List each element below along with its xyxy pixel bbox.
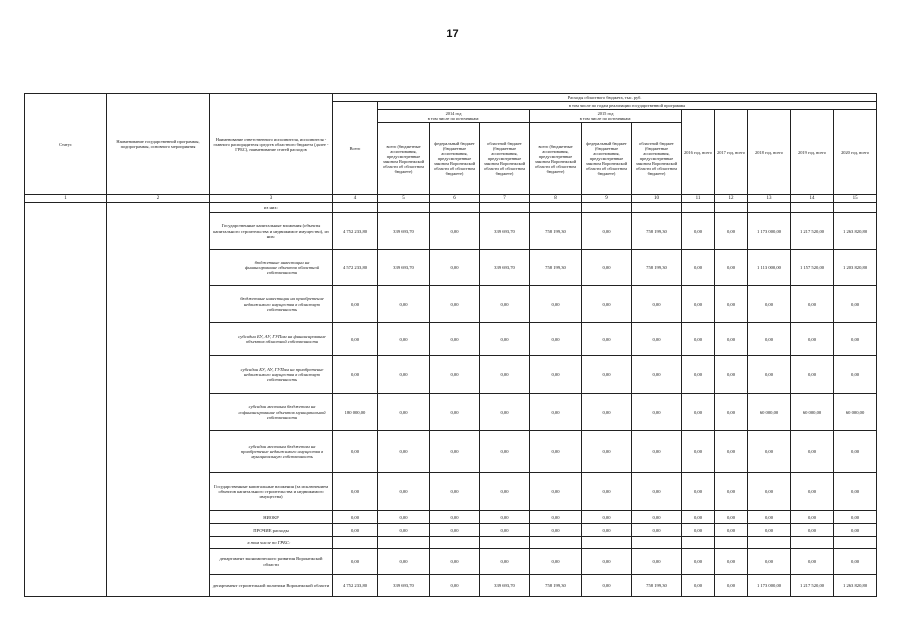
- column-number: 3: [210, 195, 333, 203]
- value-cell: 0,00: [834, 286, 877, 323]
- year-2015-label: 2015 год: [597, 111, 614, 117]
- value-cell: 339 693,70: [480, 213, 530, 250]
- value-cell: 4 752 233,80: [333, 575, 378, 597]
- year-2014-label: 2014 год: [445, 111, 462, 117]
- value-cell: 758 199,30: [530, 575, 582, 597]
- value-cell: 0,00: [715, 323, 748, 356]
- value-cell: [715, 537, 748, 549]
- value-cell: [378, 537, 430, 549]
- column-number: 4: [333, 195, 378, 203]
- row-label: из них:: [210, 203, 333, 213]
- header-2015-total: всего (бюджетные ассигнования, предусмотренные законом Воронежской области об областном бюджете): [530, 123, 582, 195]
- value-cell: [791, 537, 834, 549]
- value-cell: [582, 537, 632, 549]
- value-cell: [480, 537, 530, 549]
- value-cell: 0,00: [632, 394, 682, 431]
- column-number: 2: [107, 195, 210, 203]
- value-cell: 0,00: [715, 549, 748, 575]
- header-year-2015: [530, 110, 682, 123]
- value-cell: [530, 537, 582, 549]
- header-including-stages: в том числе по годам реализации государственной программы: [378, 102, 877, 110]
- value-cell: [682, 203, 715, 213]
- header-2015-regional: областной бюджет (бюджетные ассигнования, предусмотренные законом Воронежской области об областном бюджете): [632, 123, 682, 195]
- value-cell: 0,00: [480, 394, 530, 431]
- value-cell: 0,00: [682, 286, 715, 323]
- value-cell: 4 752 233,80: [333, 213, 378, 250]
- value-cell: 0,00: [480, 524, 530, 537]
- value-cell: 339 693,70: [378, 575, 430, 597]
- value-cell: 0,00: [748, 524, 791, 537]
- value-cell: 758 199,30: [530, 213, 582, 250]
- value-cell: 0,00: [715, 250, 748, 286]
- row-label: департамент строительной политики Воронежской области: [210, 575, 333, 597]
- value-cell: 0,00: [333, 286, 378, 323]
- value-cell: [748, 203, 791, 213]
- row-label: в том числе по ГРБС:: [210, 537, 333, 549]
- value-cell: 0,00: [480, 286, 530, 323]
- value-cell: 0,00: [480, 473, 530, 511]
- value-cell: 0,00: [530, 524, 582, 537]
- value-cell: 0,00: [682, 250, 715, 286]
- value-cell: 0,00: [632, 511, 682, 524]
- value-cell: 0,00: [430, 473, 480, 511]
- value-cell: 0,00: [715, 511, 748, 524]
- value-cell: 0,00: [632, 286, 682, 323]
- value-cell: 0,00: [333, 511, 378, 524]
- value-cell: 0,00: [834, 549, 877, 575]
- value-cell: 0,00: [834, 511, 877, 524]
- header-status: Статус: [25, 94, 107, 195]
- value-cell: 0,00: [748, 473, 791, 511]
- header-2019: 2019 год, всего: [791, 110, 834, 195]
- value-cell: 0,00: [582, 286, 632, 323]
- value-cell: 0,00: [430, 511, 480, 524]
- header-2014-total: всего (бюджетные ассигнования, предусмотренные законом Воронежской области об областном бюджете): [378, 123, 430, 195]
- value-cell: 180 000,00: [333, 394, 378, 431]
- value-cell: 0,00: [530, 394, 582, 431]
- value-cell: 0,00: [530, 431, 582, 473]
- value-cell: 1 173 000,00: [748, 575, 791, 597]
- value-cell: 339 693,70: [378, 213, 430, 250]
- value-cell: 0,00: [378, 394, 430, 431]
- row-label: НИОКР: [210, 511, 333, 524]
- value-cell: [333, 537, 378, 549]
- value-cell: 0,00: [791, 473, 834, 511]
- header-2014-regional: областной бюджет (бюджетные ассигнования, предусмотренные законом Воронежской области об областном бюджете): [480, 123, 530, 195]
- header-expenses-title: Расходы областного бюджета, тыс. руб.: [333, 94, 877, 102]
- value-cell: 0,00: [378, 524, 430, 537]
- value-cell: 0,00: [834, 473, 877, 511]
- value-cell: 4 572 233,80: [333, 250, 378, 286]
- value-cell: 0,00: [748, 323, 791, 356]
- row-label: Государственные капитальные вложения (объекты капитального строительства и недвижимое имущество), из них:: [210, 213, 333, 250]
- value-cell: 0,00: [430, 323, 480, 356]
- value-cell: 0,00: [530, 473, 582, 511]
- value-cell: 339 693,70: [480, 250, 530, 286]
- value-cell: 0,00: [682, 524, 715, 537]
- value-cell: 0,00: [582, 511, 632, 524]
- value-cell: 0,00: [715, 356, 748, 394]
- value-cell: 0,00: [748, 431, 791, 473]
- value-cell: 0,00: [834, 356, 877, 394]
- value-cell: 0,00: [791, 323, 834, 356]
- value-cell: 0,00: [791, 524, 834, 537]
- value-cell: 0,00: [682, 431, 715, 473]
- value-cell: 0,00: [480, 511, 530, 524]
- value-cell: 0,00: [632, 431, 682, 473]
- value-cell: 0,00: [715, 524, 748, 537]
- value-cell: 0,00: [430, 431, 480, 473]
- value-cell: 0,00: [333, 431, 378, 473]
- value-cell: [378, 203, 430, 213]
- value-cell: 0,00: [791, 431, 834, 473]
- value-cell: 758 199,30: [530, 250, 582, 286]
- value-cell: 758 199,30: [632, 575, 682, 597]
- value-cell: 0,00: [582, 394, 632, 431]
- value-cell: 0,00: [715, 213, 748, 250]
- value-cell: 0,00: [748, 511, 791, 524]
- value-cell: 0,00: [430, 575, 480, 597]
- row-label: бюджетные инвестиции на приобретение недвижимого имущества в областную собственность: [210, 286, 333, 323]
- program-cell: [107, 203, 210, 597]
- value-cell: 0,00: [834, 431, 877, 473]
- value-cell: 0,00: [682, 473, 715, 511]
- value-cell: 0,00: [834, 524, 877, 537]
- value-cell: 0,00: [430, 356, 480, 394]
- value-cell: [748, 537, 791, 549]
- value-cell: 0,00: [748, 356, 791, 394]
- value-cell: 1 217 520,00: [791, 575, 834, 597]
- value-cell: 0,00: [582, 250, 632, 286]
- value-cell: 0,00: [530, 323, 582, 356]
- column-number: 1: [25, 195, 107, 203]
- value-cell: 0,00: [333, 323, 378, 356]
- row-label: субсидии местным бюджетам на софинансирование объектов муниципальной собственности: [210, 394, 333, 431]
- column-number: 7: [480, 195, 530, 203]
- value-cell: 0,00: [333, 524, 378, 537]
- status-cell: [25, 203, 107, 597]
- value-cell: 0,00: [682, 575, 715, 597]
- value-cell: 0,00: [748, 549, 791, 575]
- value-cell: 0,00: [480, 356, 530, 394]
- row-label: Государственные капитальные вложения (за исключением объектов капитального строительства и недвижимого имущества): [210, 473, 333, 511]
- value-cell: 1 157 520,00: [791, 250, 834, 286]
- value-cell: 0,00: [632, 524, 682, 537]
- value-cell: 0,00: [530, 511, 582, 524]
- value-cell: 0,00: [430, 524, 480, 537]
- column-number: 10: [632, 195, 682, 203]
- page-number: 17: [446, 28, 459, 40]
- value-cell: 0,00: [682, 511, 715, 524]
- value-cell: 0,00: [682, 549, 715, 575]
- value-cell: 0,00: [582, 473, 632, 511]
- header-2016: 2016 год, всего: [682, 110, 715, 195]
- value-cell: 0,00: [715, 394, 748, 431]
- column-number: 5: [378, 195, 430, 203]
- value-cell: 0,00: [582, 431, 632, 473]
- value-cell: 0,00: [715, 575, 748, 597]
- column-number: 14: [791, 195, 834, 203]
- header-2020: 2020 год, всего: [834, 110, 877, 195]
- value-cell: [632, 537, 682, 549]
- value-cell: [715, 203, 748, 213]
- row-label: субсидии местным бюджетам на приобретение недвижимого имущества в муниципальную собственность: [210, 431, 333, 473]
- value-cell: [834, 203, 877, 213]
- column-number: 11: [682, 195, 715, 203]
- value-cell: 0,00: [430, 549, 480, 575]
- header-2014-federal: федеральный бюджет (бюджетные ассигнования, предусмотренные законом Воронежской области об областном бюджете): [430, 123, 480, 195]
- value-cell: 60 000,00: [834, 394, 877, 431]
- value-cell: 0,00: [378, 473, 430, 511]
- header-2015-federal: федеральный бюджет (бюджетные ассигнования, предусмотренные законом Воронежской области об областном бюджете): [582, 123, 632, 195]
- header-2017: 2017 год, всего: [715, 110, 748, 195]
- value-cell: [333, 203, 378, 213]
- header-executor: Наименование ответственного исполнителя, исполнителя - главного распорядителя средств областного бюджета (далее - ГРБС), наименование статей расходов: [210, 94, 333, 195]
- value-cell: 0,00: [748, 286, 791, 323]
- value-cell: 0,00: [715, 431, 748, 473]
- value-cell: 0,00: [632, 549, 682, 575]
- table-row: [25, 203, 877, 213]
- value-cell: 0,00: [378, 431, 430, 473]
- column-number: 12: [715, 195, 748, 203]
- value-cell: 0,00: [333, 473, 378, 511]
- value-cell: 1 113 000,00: [748, 250, 791, 286]
- column-number: 9: [582, 195, 632, 203]
- column-number: 13: [748, 195, 791, 203]
- column-number: 8: [530, 195, 582, 203]
- value-cell: 0,00: [682, 213, 715, 250]
- value-cell: 0,00: [582, 213, 632, 250]
- value-cell: 339 693,70: [480, 575, 530, 597]
- value-cell: [632, 203, 682, 213]
- value-cell: 0,00: [378, 511, 430, 524]
- value-cell: 339 693,70: [378, 250, 430, 286]
- value-cell: 1 263 820,80: [834, 575, 877, 597]
- value-cell: 0,00: [378, 323, 430, 356]
- value-cell: 0,00: [480, 549, 530, 575]
- value-cell: 1 263 820,80: [834, 213, 877, 250]
- value-cell: 0,00: [582, 356, 632, 394]
- value-cell: 0,00: [378, 549, 430, 575]
- row-label: ПРОЧИЕ расходы: [210, 524, 333, 537]
- value-cell: 0,00: [682, 394, 715, 431]
- value-cell: 0,00: [791, 286, 834, 323]
- value-cell: 0,00: [378, 356, 430, 394]
- header-2018: 2018 год, всего: [748, 110, 791, 195]
- value-cell: 0,00: [715, 473, 748, 511]
- value-cell: 0,00: [430, 286, 480, 323]
- value-cell: 0,00: [430, 250, 480, 286]
- header-program-name: Наименование государственной программы, подпрограммы, основного мероприятия: [107, 94, 210, 195]
- value-cell: 0,00: [582, 575, 632, 597]
- value-cell: 60 000,00: [791, 394, 834, 431]
- value-cell: 0,00: [430, 394, 480, 431]
- value-cell: 0,00: [530, 286, 582, 323]
- value-cell: 1 203 820,80: [834, 250, 877, 286]
- value-cell: 0,00: [378, 286, 430, 323]
- column-number: 15: [834, 195, 877, 203]
- value-cell: 0,00: [480, 431, 530, 473]
- row-label: субсидии БУ, АУ, ГУПам на приобретение недвижимого имущества в областную собственность: [210, 356, 333, 394]
- value-cell: [582, 203, 632, 213]
- row-label: субсидии БУ, АУ, ГУПам на финансирование объектов областной собственности: [210, 323, 333, 356]
- value-cell: 0,00: [682, 323, 715, 356]
- value-cell: 0,00: [632, 323, 682, 356]
- value-cell: [430, 537, 480, 549]
- value-cell: 0,00: [530, 549, 582, 575]
- column-numbers-row: [25, 195, 877, 203]
- value-cell: 0,00: [333, 356, 378, 394]
- value-cell: 1 173 000,00: [748, 213, 791, 250]
- value-cell: 0,00: [333, 549, 378, 575]
- value-cell: 0,00: [632, 473, 682, 511]
- value-cell: 0,00: [834, 323, 877, 356]
- budget-table: [24, 93, 877, 597]
- row-label: бюджетные инвестиции на финансирование объектов областной собственности: [210, 250, 333, 286]
- header-year-2014: [378, 110, 530, 123]
- value-cell: 1 217 520,00: [791, 213, 834, 250]
- value-cell: [530, 203, 582, 213]
- value-cell: 758 199,30: [632, 250, 682, 286]
- row-label: департамент экономического развития Воронежской области: [210, 549, 333, 575]
- value-cell: [834, 537, 877, 549]
- value-cell: 0,00: [430, 213, 480, 250]
- value-cell: [682, 537, 715, 549]
- value-cell: 0,00: [715, 286, 748, 323]
- header-total: Всего: [333, 102, 378, 195]
- value-cell: 0,00: [632, 356, 682, 394]
- column-number: 6: [430, 195, 480, 203]
- value-cell: 0,00: [791, 549, 834, 575]
- value-cell: 0,00: [530, 356, 582, 394]
- value-cell: 0,00: [582, 323, 632, 356]
- value-cell: 758 199,30: [632, 213, 682, 250]
- value-cell: 60 000,00: [748, 394, 791, 431]
- value-cell: 0,00: [582, 524, 632, 537]
- value-cell: 0,00: [682, 356, 715, 394]
- year-2014-sources: в том числе по источникам:: [427, 116, 480, 122]
- year-2015-sources: в том числе по источникам:: [579, 116, 632, 122]
- value-cell: 0,00: [791, 511, 834, 524]
- value-cell: 0,00: [480, 323, 530, 356]
- value-cell: 0,00: [791, 356, 834, 394]
- value-cell: [791, 203, 834, 213]
- value-cell: 0,00: [582, 549, 632, 575]
- value-cell: [430, 203, 480, 213]
- value-cell: [480, 203, 530, 213]
